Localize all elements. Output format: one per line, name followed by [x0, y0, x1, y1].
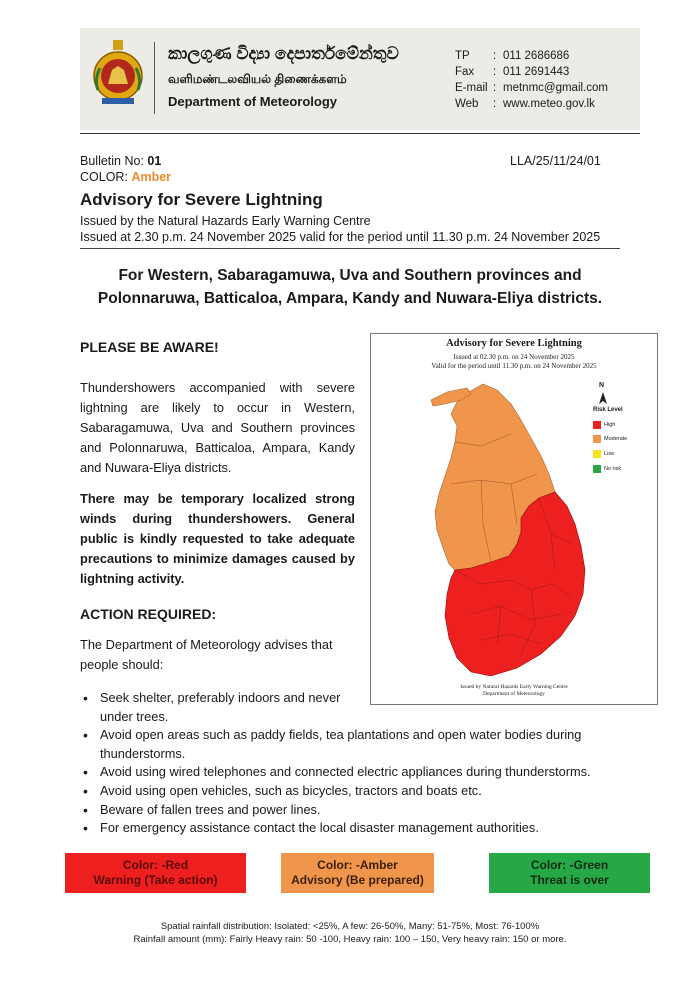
contact-value[interactable]: metnmc@gmail.com [503, 82, 608, 94]
bulletin-number-value: 01 [147, 154, 162, 168]
header-divider [154, 42, 155, 114]
legend-label: Moderate [604, 436, 628, 442]
legend-label: Low [604, 451, 615, 457]
north-label: N [599, 382, 605, 389]
list-item-text: Beware of fallen trees and power lines. [100, 801, 321, 817]
list-item [80, 689, 360, 726]
color-box-title: Color: -Amber [317, 858, 398, 872]
department-name-tamil: வளிமண்டலவியல் திணைக்களம் [168, 72, 347, 86]
issued-by: Issued by the Natural Hazards Early Warning Centre [80, 214, 371, 228]
bulletin-number [80, 154, 161, 168]
map-issued: Issued at 02.30 p.m. on 24 November 2025 [453, 353, 575, 361]
contact-value: 011 2686686 [503, 50, 570, 62]
department-name-english: Department of Meteorology [168, 94, 338, 109]
list-item-text: Avoid open areas such as paddy fields, tea plantations and open water bodies during thunderstorms. [100, 727, 582, 761]
legend-item-high [593, 421, 653, 429]
strong-winds-paragraph: There may be temporary localized strong winds during thundershowers. General public is kindly requested to take adequate precautions to minimize damages caused by lightning activity. [80, 491, 355, 586]
color-box-green [489, 853, 650, 893]
list-item [80, 819, 640, 838]
legend-swatch [593, 450, 601, 458]
legend-label: High [604, 422, 616, 428]
contact-row: TP : 011 2686686 [455, 50, 570, 62]
color-box-title: Color: -Red [122, 858, 189, 872]
action-required-heading: ACTION REQUIRED: [80, 606, 217, 622]
contact-key: Web [455, 98, 479, 110]
title-rule [80, 248, 620, 249]
contact-row: Fax : 011 2691443 [455, 66, 570, 78]
affected-areas-heading [80, 264, 620, 310]
contact-row: Web : www.meteo.gov.lk [455, 98, 595, 110]
legend-swatch [593, 465, 601, 473]
sri-lanka-emblem-icon [92, 40, 144, 112]
contact-row: E-mail : metnmc@gmail.com [455, 82, 608, 94]
legend-swatch [593, 421, 601, 429]
color-box-amber [281, 853, 434, 893]
contact-block [455, 48, 608, 112]
color-box-meaning: Threat is over [530, 873, 609, 887]
map-valid: Valid for the period until 11.30 p.m. on 24 November 2025 [431, 362, 597, 370]
bulletin-title: Advisory for Severe Lightning [80, 190, 323, 209]
department-name-sinhala: කාලගුණ විද්‍යා දෙපාර්තමේන්තුව [168, 44, 399, 63]
sri-lanka-risk-map [371, 334, 657, 704]
bulletin-reference: LLA/25/11/24/01 [510, 154, 601, 168]
action-intro: The Department of Meteorology advises that people should: [80, 637, 333, 672]
footer-rainfall-distribution: Spatial rainfall distribution: Isolated: <25%, A few: 26-50%, Many: 51-75%, Most: 76-100% [160, 921, 540, 932]
contact-key: E-mail [455, 82, 488, 94]
bulletin-color [80, 170, 171, 184]
color-box-meaning: Warning (Take action) [93, 873, 218, 887]
action-list [80, 689, 640, 838]
list-item [80, 726, 640, 763]
color-box-red [65, 853, 246, 893]
contact-value: 011 2691443 [503, 66, 570, 78]
list-item [80, 801, 640, 820]
legend-title: Risk Level [593, 407, 623, 413]
legend-item-low [593, 450, 653, 458]
legend-item-no-risk [593, 465, 653, 473]
map-title: Advisory for Severe Lightning [446, 338, 582, 349]
thundershower-paragraph: Thundershowers accompanied with severe lightning are likely to occur in Western, Sabaragamuwa, Uva and Southern provinces and Polonnaruwa, Batticaloa, Ampara, Kandy and Nuwara-Eliya districts. [80, 380, 355, 475]
affected-areas-line: For Western, Sabaragamuwa, Uva and Southern provinces and [118, 267, 582, 284]
footer-rainfall-amount: Rainfall amount (mm): Fairly Heavy rain: 50 -100, Heavy rain: 100 – 150, Very heavy rain: 150 or more. [133, 934, 567, 945]
color-box-title: Color: -Green [530, 858, 609, 872]
contact-key: Fax [455, 66, 475, 78]
please-be-aware-heading: PLEASE BE AWARE! [80, 339, 219, 355]
list-item [80, 763, 640, 782]
map-footer-line: Department of Meteorology [483, 691, 545, 697]
legend-item-moderate [593, 435, 653, 443]
list-item-text: Avoid using open vehicles, such as bicycles, tractors and boats etc. [100, 782, 482, 798]
north-arrow-icon [599, 392, 607, 404]
color-box-meaning: Advisory (Be prepared) [291, 873, 424, 887]
legend-label: No risk [604, 466, 622, 472]
bulletin-color-label: COLOR: [80, 170, 128, 184]
list-item-text: Seek shelter, preferably indoors and never under trees. [100, 690, 341, 724]
bulletin-number-label: Bulletin No: [80, 154, 144, 168]
legend-swatch [593, 435, 601, 443]
header-rule [80, 133, 640, 134]
list-item [80, 782, 640, 801]
issued-at: Issued at 2.30 p.m. 24 November 2025 valid for the period until 11.30 p.m. 24 November 2025 [80, 230, 601, 244]
list-item-text: For emergency assistance contact the local disaster management authorities. [100, 820, 539, 836]
advisory-map [370, 333, 658, 705]
map-footer-line: Issued by Natural Hazards Early Warning Centre [460, 684, 568, 690]
contact-value[interactable]: www.meteo.gov.lk [503, 98, 595, 110]
contact-key: TP [455, 50, 470, 62]
list-item-text: Avoid using wired telephones and connected electric appliances during thunderstorms. [100, 764, 591, 780]
bulletin-color-value: Amber [131, 170, 172, 184]
affected-areas-line: Polonnaruwa, Batticaloa, Ampara, Kandy and Nuwara-Eliya districts. [97, 290, 603, 307]
